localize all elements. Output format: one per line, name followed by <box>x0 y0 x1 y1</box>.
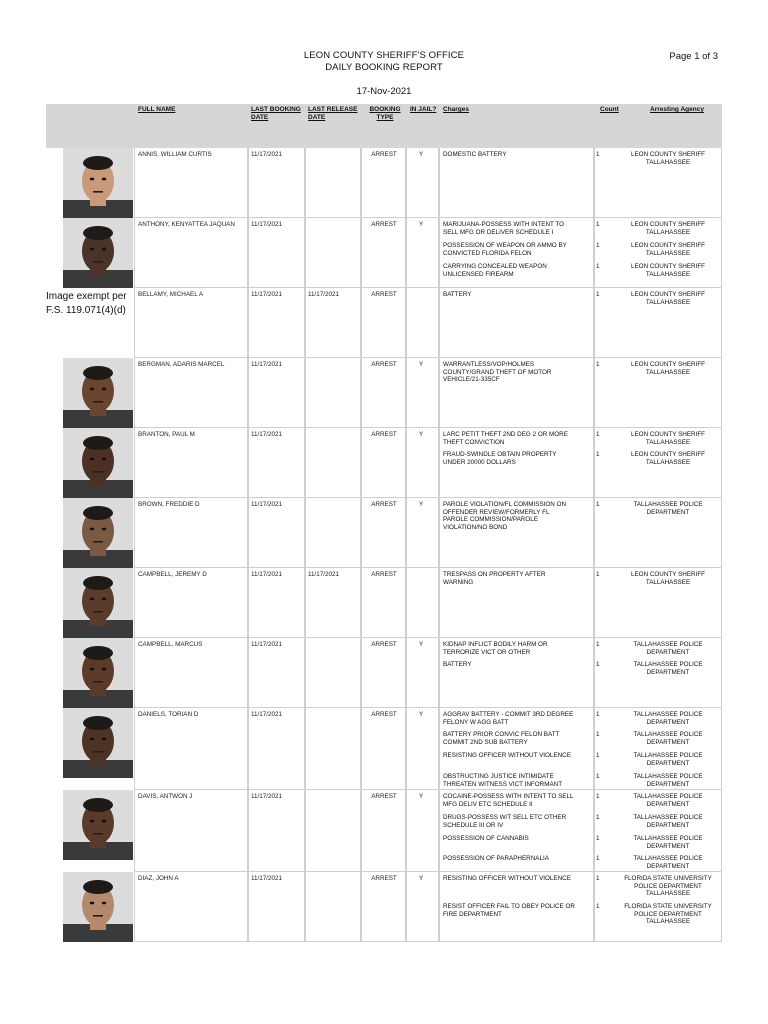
mugshot-image <box>63 218 133 288</box>
charge-count: 1 <box>596 151 600 158</box>
page-number: Page 1 of 3 <box>669 51 718 62</box>
table-row <box>46 790 722 872</box>
table-row <box>46 498 722 568</box>
in-jail: Y <box>419 151 424 158</box>
last-booking-date: 11/17/2021 <box>251 875 283 882</box>
table-cell <box>305 498 361 568</box>
col-charges: Charges <box>443 106 470 113</box>
arresting-agency: TALLAHASSEE POLICE DEPARTMENT <box>633 814 703 829</box>
arresting-agency: TALLAHASSEE POLICE DEPARTMENT <box>633 752 703 767</box>
mugshot-image <box>63 872 133 942</box>
mugshot-photo <box>63 872 133 942</box>
col-count: Count <box>600 106 619 113</box>
full-name: CAMPBELL, MARCUS <box>138 641 203 648</box>
full-name: BELLAMY, MICHAEL A <box>138 291 204 298</box>
charge-text: RESISTING OFFICER WITHOUT VIOLENCE <box>443 752 571 759</box>
last-booking-date: 11/17/2021 <box>251 291 283 298</box>
report-date: 17-Nov-2021 <box>356 86 412 97</box>
table-cell <box>406 288 439 358</box>
arresting-agency: TALLAHASSEE POLICE DEPARTMENT <box>633 661 703 676</box>
arresting-agency: LEON COUNTY SHERIFF TALLAHASSEE <box>630 263 706 278</box>
charge-count: 1 <box>596 903 600 910</box>
in-jail: Y <box>419 793 424 800</box>
last-release-date: 11/17/2021 <box>308 291 340 298</box>
mugshot-photo <box>63 428 133 498</box>
charge-count: 1 <box>596 221 600 228</box>
mugshot-photo <box>63 358 133 428</box>
table-cell <box>406 708 439 790</box>
charge-text: LARC PETIT THEFT 2ND DEG 2 OR MORE THEFT CONVICTION <box>443 431 568 446</box>
col-last-booking-date: LAST BOOKING DATE <box>251 106 301 121</box>
booking-type: ARREST <box>371 793 397 800</box>
table-cell <box>305 790 361 872</box>
booking-type: ARREST <box>371 431 397 438</box>
in-jail: Y <box>419 501 424 508</box>
mugshot-image <box>63 428 133 498</box>
report-title <box>0 50 768 74</box>
charge-text: MARIJUANA-POSSESS WITH INTENT TO SELL MFG OR DELIVER SCHEDULE I <box>443 221 565 236</box>
charge-count: 1 <box>596 641 600 648</box>
table-cell <box>361 790 406 872</box>
charge-count: 1 <box>596 501 600 508</box>
mugshot-photo <box>63 790 133 860</box>
arresting-agency: FLORIDA STATE UNIVERSITY POLICE DEPARTMENT TALLAHASSEE <box>624 903 712 926</box>
mugshot-image <box>63 568 133 638</box>
last-booking-date: 11/17/2021 <box>251 711 283 718</box>
charge-count: 1 <box>596 731 600 738</box>
booking-type: ARREST <box>371 641 397 648</box>
booking-type: ARREST <box>371 571 397 578</box>
table-cell <box>134 708 248 790</box>
table-cell <box>248 708 305 790</box>
mugshot-photo <box>63 708 133 778</box>
arresting-agency: LEON COUNTY SHERIFF TALLAHASSEE <box>630 151 706 166</box>
col-last-release-date: LAST RELEASE DATE <box>308 106 358 121</box>
charge-text: TRESPASS ON PROPERTY AFTER WARNING <box>443 571 546 586</box>
full-name: ANTHONY, KENYATTEA JAQUAN <box>138 221 235 228</box>
table-cell <box>134 790 248 872</box>
arresting-agency: LEON COUNTY SHERIFF TALLAHASSEE <box>630 221 706 236</box>
booking-type: ARREST <box>371 711 397 718</box>
charge-text: DOMESTIC BATTERY <box>443 151 507 158</box>
last-booking-date: 11/17/2021 <box>251 501 283 508</box>
last-booking-date: 11/17/2021 <box>251 151 283 158</box>
full-name: BRANTON, PAUL M <box>138 431 195 438</box>
booking-type: ARREST <box>371 361 397 368</box>
report-name: DAILY BOOKING REPORT <box>325 62 443 73</box>
table-cell <box>305 428 361 498</box>
arresting-agency: LEON COUNTY SHERIFF TALLAHASSEE <box>630 242 706 257</box>
booking-type: ARREST <box>371 501 397 508</box>
arresting-agency: TALLAHASSEE POLICE DEPARTMENT <box>633 835 703 850</box>
mugshot-image <box>63 708 133 778</box>
charge-text: OBSTRUCTING JUSTICE INTIMIDATE THREATEN WITNESS VICT INFORMANT <box>443 773 563 788</box>
arresting-agency: FLORIDA STATE UNIVERSITY POLICE DEPARTMENT TALLAHASSEE <box>624 875 712 898</box>
in-jail: Y <box>419 875 424 882</box>
full-name: CAMPBELL, JEREMY D <box>138 571 207 578</box>
arresting-agency: TALLAHASSEE POLICE DEPARTMENT <box>633 855 703 870</box>
charge-count: 1 <box>596 263 600 270</box>
mugshot-photo <box>63 498 133 568</box>
last-booking-date: 11/17/2021 <box>251 361 283 368</box>
mugshot-image <box>63 638 133 708</box>
charge-count: 1 <box>596 291 600 298</box>
charge-text: BATTERY <box>443 661 472 668</box>
charge-count: 1 <box>596 793 600 800</box>
charge-count: 1 <box>596 835 600 842</box>
table-row <box>46 708 722 790</box>
arresting-agency: LEON COUNTY SHERIFF TALLAHASSEE <box>630 291 706 306</box>
charge-text: CARRYING CONCEALED WEAPON UNLICENSED FIREARM <box>443 263 547 278</box>
in-jail: Y <box>419 711 424 718</box>
mugshot-photo <box>63 638 133 708</box>
charge-count: 1 <box>596 711 600 718</box>
mugshot-photo <box>63 568 133 638</box>
arresting-agency: TALLAHASSEE POLICE DEPARTMENT <box>633 793 703 808</box>
charge-text: DRUGS-POSSESS W/T SELL ETC OTHER SCHEDULE III OR IV <box>443 814 567 829</box>
mugshot-image <box>63 498 133 568</box>
arresting-agency: TALLAHASSEE POLICE DEPARTMENT <box>633 773 703 788</box>
table-cell <box>305 638 361 708</box>
last-booking-date: 11/17/2021 <box>251 571 283 578</box>
table-cell <box>305 358 361 428</box>
charge-text: PAROLE VIOLATION/FL COMMISSION ON OFFENDER REVIEW/FORMERLY FL PAROLE COMMISSION/PAROLE VIOLATION/NO BOND <box>443 501 567 531</box>
full-name: DAVIS, ANTWON J <box>138 793 193 800</box>
mugshot-photo <box>63 148 133 218</box>
charge-count: 1 <box>596 451 600 458</box>
arresting-agency: LEON COUNTY SHERIFF TALLAHASSEE <box>630 361 706 376</box>
col-full-name: FULL NAME <box>138 106 176 113</box>
in-jail: Y <box>419 641 424 648</box>
arresting-agency: LEON COUNTY SHERIFF TALLAHASSEE <box>630 571 706 586</box>
image-exempt-notice: Image exempt per F.S. 119.071(4)(d) <box>46 291 127 316</box>
last-booking-date: 11/17/2021 <box>251 431 283 438</box>
last-booking-date: 11/17/2021 <box>251 793 283 800</box>
mugshot-image <box>63 790 133 860</box>
booking-type: ARREST <box>371 221 397 228</box>
arresting-agency: LEON COUNTY SHERIFF TALLAHASSEE <box>630 451 706 466</box>
office-name: LEON COUNTY SHERIFF'S OFFICE <box>303 50 465 61</box>
table-cell <box>361 708 406 790</box>
booking-type: ARREST <box>371 291 397 298</box>
table-cell <box>305 708 361 790</box>
full-name: ANNIS, WILLIAM CURTIS <box>138 151 212 158</box>
full-name: DIAZ, JOHN A <box>138 875 179 882</box>
table-row <box>46 288 722 358</box>
table-row <box>46 638 722 708</box>
full-name: BERGMAN, ADARIS MARCEL <box>138 361 225 368</box>
col-arresting-agency: Arresting Agency <box>650 106 704 113</box>
mugshot-image <box>63 358 133 428</box>
charge-text: WARRANTLESS/VOP/HOLMES COUNTY/GRAND THEFT OF MOTOR VEHICLE/21-335CF <box>443 361 552 384</box>
in-jail: Y <box>419 221 424 228</box>
table-cell <box>305 148 361 218</box>
charge-text: RESIST OFFICER FAIL TO OBEY POLICE OR FIRE DEPARTMENT <box>443 903 575 918</box>
charge-text: BATTERY <box>443 291 472 298</box>
charge-text: BATTERY PRIOR CONVIC FELON BATT COMMIT 2ND SUB BATTERY <box>443 731 560 746</box>
full-name: BROWN, FREDDIE D <box>138 501 200 508</box>
arresting-agency: TALLAHASSEE POLICE DEPARTMENT <box>633 641 703 656</box>
table-row <box>46 148 722 218</box>
table-cell <box>248 790 305 872</box>
last-booking-date: 11/17/2021 <box>251 221 283 228</box>
last-booking-date: 11/17/2021 <box>251 641 283 648</box>
charge-count: 1 <box>596 773 600 780</box>
charge-count: 1 <box>596 814 600 821</box>
charge-count: 1 <box>596 431 600 438</box>
mugshot-photo <box>63 218 133 288</box>
col-in-jail: IN JAIL? <box>410 106 437 113</box>
table-row <box>46 872 722 942</box>
charge-count: 1 <box>596 855 600 862</box>
charge-text: POSSESSION OF CANNABIS <box>443 835 529 842</box>
last-release-date: 11/17/2021 <box>308 571 340 578</box>
table-cell <box>305 218 361 288</box>
arresting-agency: TALLAHASSEE POLICE DEPARTMENT <box>633 731 703 746</box>
table-cell <box>406 790 439 872</box>
col-booking-type: BOOKING TYPE <box>369 106 401 121</box>
booking-type: ARREST <box>371 875 397 882</box>
charge-text: RESISTING OFFICER WITHOUT VIOLENCE <box>443 875 571 882</box>
charge-count: 1 <box>596 875 600 882</box>
table-row <box>46 568 722 638</box>
table-row <box>46 358 722 428</box>
charge-count: 1 <box>596 242 600 249</box>
arresting-agency: LEON COUNTY SHERIFF TALLAHASSEE <box>630 431 706 446</box>
arresting-agency: TALLAHASSEE POLICE DEPARTMENT <box>633 501 703 516</box>
mugshot-image <box>63 148 133 218</box>
charge-text: AGGRAV BATTERY - COMMIT 3RD DEGREE FELONY W AGG BATT <box>443 711 574 726</box>
charge-text: COCAINE-POSSESS WITH INTENT TO SELL MFG DELIV ETC SCHEDULE II <box>443 793 574 808</box>
booking-type: ARREST <box>371 151 397 158</box>
charge-count: 1 <box>596 571 600 578</box>
charge-count: 1 <box>596 361 600 368</box>
charge-count: 1 <box>596 661 600 668</box>
table-cell <box>305 872 361 942</box>
charge-text: FRAUD-SWINDLE OBTAIN PROPERTY UNDER 20000 DOLLARS <box>443 451 557 466</box>
in-jail: Y <box>419 361 424 368</box>
charge-text: POSSESSION OF PARAPHERNALIA <box>443 855 549 862</box>
table-cell <box>406 568 439 638</box>
arresting-agency: TALLAHASSEE POLICE DEPARTMENT <box>633 711 703 726</box>
table-row <box>46 218 722 288</box>
charge-count: 1 <box>596 752 600 759</box>
charge-text: POSSESSION OF WEAPON OR AMMO BY CONVICTED FLORIDA FELON <box>443 242 567 257</box>
charge-text: KIDNAP INFLICT BODILY HARM OR TERRORIZE VICT OR OTHER <box>443 641 548 656</box>
full-name: DANIELS, TORIAN D <box>138 711 199 718</box>
in-jail: Y <box>419 431 424 438</box>
table-row <box>46 428 722 498</box>
